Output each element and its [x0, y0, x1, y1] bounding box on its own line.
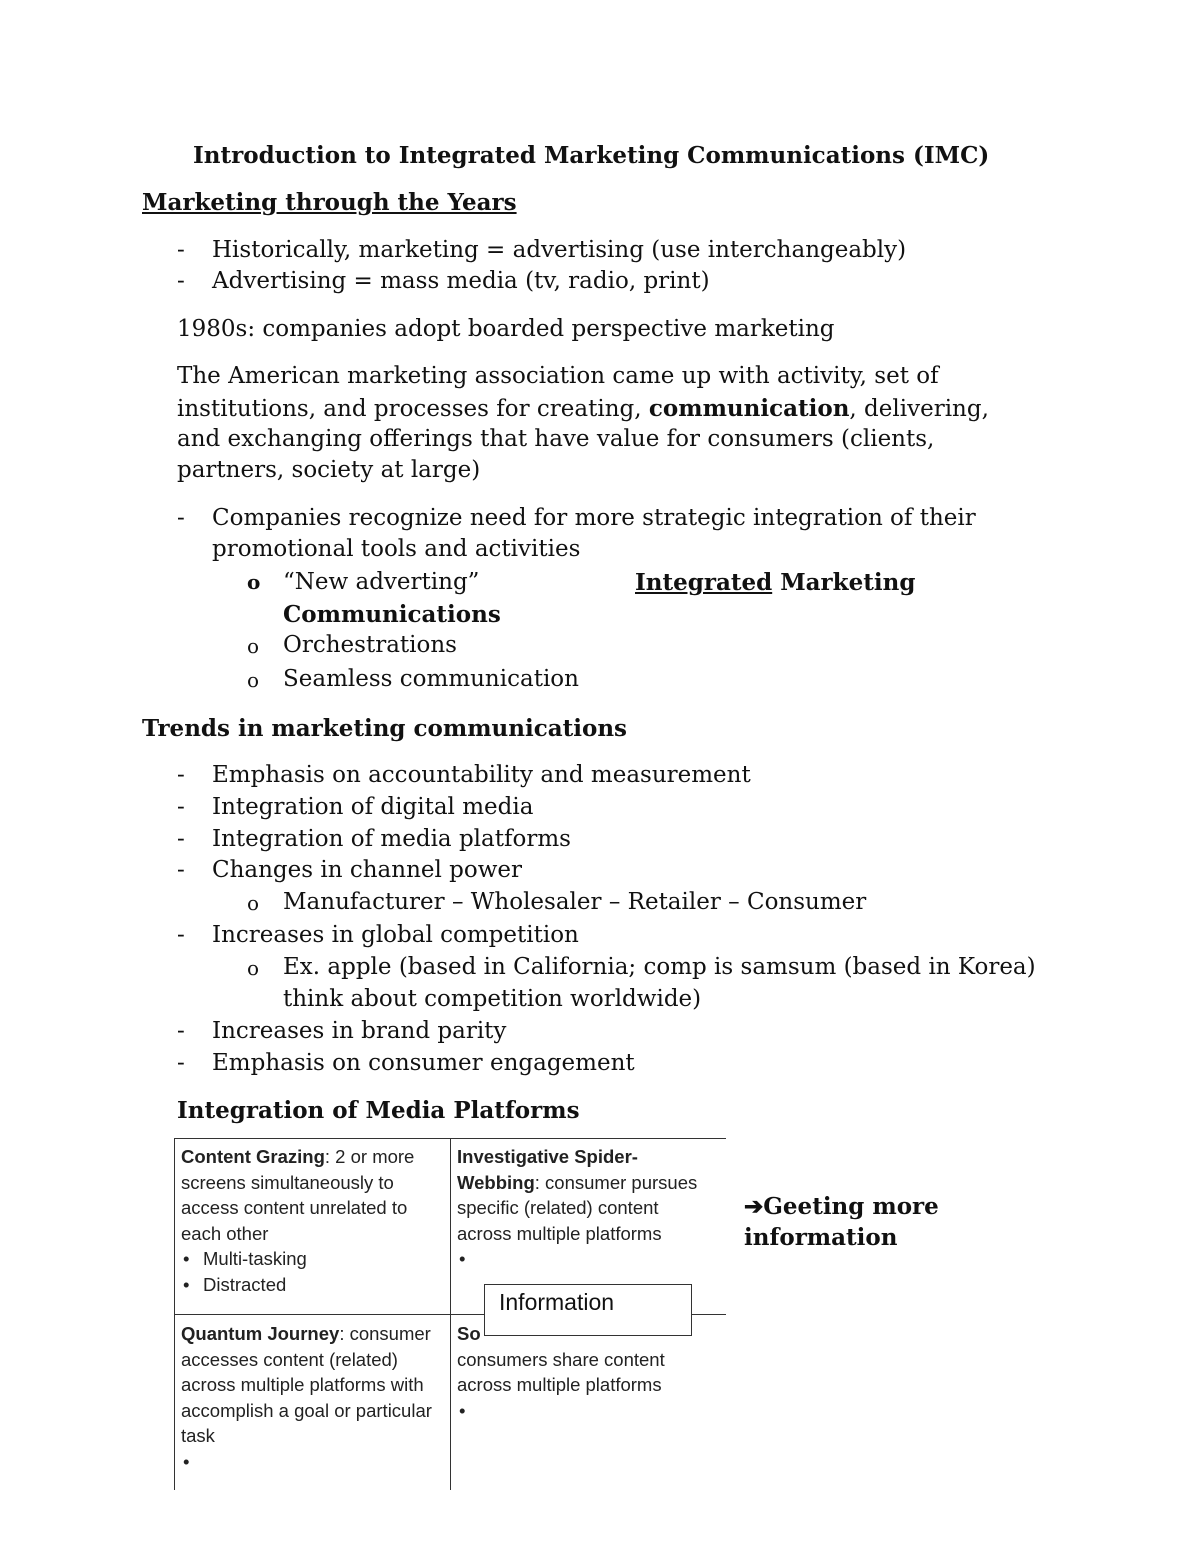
dash-bullet: - [177, 268, 185, 294]
sub-item: Manufacturer – Wholesaler – Retailer – Consumer [283, 889, 867, 915]
list-item: Integration of media platforms [212, 826, 571, 852]
cell-title: Quantum Journey [181, 1323, 340, 1344]
imc-underlined-word: Integrated [635, 569, 773, 596]
list-item: Advertising = mass media (tv, radio, print) [212, 268, 710, 294]
callout-getting-more-info [744, 1191, 939, 1222]
cell-bullet: • Multi-tasking [181, 1246, 443, 1272]
circle-bullet-icon: o [247, 668, 260, 692]
bold-term-communication: communication [648, 395, 850, 422]
list-item: Emphasis on accountability and measurement [212, 762, 751, 788]
section-heading-marketing-years: Marketing through the Years [142, 189, 517, 216]
cell-title: Content Grazing [181, 1146, 325, 1167]
cell-bullet: • Distracted [181, 1272, 443, 1298]
dash-bullet: - [177, 762, 185, 788]
callout-line2: information [744, 1224, 898, 1251]
sub-item: Ex. apple (based in California; comp is samsum (based in Korea) [283, 954, 1036, 980]
information-textbox [484, 1284, 692, 1336]
sub-item-orchestrations: Orchestrations [283, 632, 457, 658]
text-span: , delivering, [849, 396, 989, 422]
paragraph-ama-line3: and exchanging offerings that have value for consumers (clients, [177, 426, 935, 452]
table-cell-content-grazing [175, 1140, 449, 1301]
dash-bullet: - [177, 1050, 185, 1076]
cell-text: consumers share content across multiple platforms [457, 1348, 665, 1395]
imc-label-line2: Communications [283, 601, 501, 628]
dash-bullet: - [177, 794, 185, 820]
list-item: Increases in brand parity [212, 1018, 507, 1044]
list-item-continued: promotional tools and activities [212, 536, 581, 562]
imc-rest: Marketing [772, 569, 916, 596]
dash-bullet: - [177, 1018, 185, 1044]
paragraph-ama-line4: partners, society at large) [177, 457, 481, 483]
paragraph-ama-line1: The American marketing association came up with activity, set of [177, 363, 939, 389]
dash-bullet: - [177, 922, 185, 948]
dash-bullet: - [177, 505, 185, 531]
circle-bullet-icon: o [247, 956, 260, 980]
table-cell-quantum-journey [175, 1317, 449, 1453]
cell-text: : consumer accesses content (related) across multiple platforms with accomplish a goal or particular task [181, 1323, 432, 1446]
section-heading-integration: Integration of Media Platforms [177, 1097, 580, 1124]
arrow-right-icon: ➔ [744, 1193, 764, 1220]
list-item: Companies recognize need for more strategic integration of their [212, 505, 976, 531]
cell-text: : consumer pursues specific (related) content across multiple platforms [457, 1171, 698, 1244]
list-item: Integration of digital media [212, 794, 534, 820]
list-item: Changes in channel power [212, 857, 523, 883]
dash-bullet: - [177, 826, 185, 852]
section-heading-trends: Trends in marketing communications [142, 715, 627, 742]
list-item: Increases in global competition [212, 922, 579, 948]
cell-title: Investigative Spider-Webbing [457, 1146, 638, 1193]
page-title: Introduction to Integrated Marketing Communications (IMC) [193, 142, 990, 169]
sub-item-new-advertising: “New adverting” [283, 569, 480, 595]
table-cell-spider-webbing [451, 1140, 719, 1250]
text-span: institutions, and processes for creating, [177, 396, 649, 422]
circle-bullet-icon: o [247, 891, 260, 915]
sub-item-seamless: Seamless communication [283, 666, 579, 692]
circle-bullet-icon: o [247, 570, 261, 594]
imc-label [635, 567, 915, 598]
textbox-label: Information [499, 1289, 615, 1315]
cell-title: So [457, 1323, 481, 1344]
dash-bullet: - [177, 237, 185, 263]
dash-bullet: - [177, 857, 185, 883]
paragraph-1980s: 1980s: companies adopt boarded perspective marketing [177, 316, 835, 342]
callout-line1: Geeting more [763, 1193, 939, 1220]
sub-item-continued: think about competition worldwide) [283, 986, 702, 1012]
cell-text: : 2 or more screens simultaneously to access content unrelated to each other [181, 1146, 415, 1244]
circle-bullet-icon: o [247, 634, 260, 658]
paragraph-ama-line2 [177, 393, 989, 425]
list-item: Historically, marketing = advertising (use interchangeably) [212, 237, 907, 263]
list-item: Emphasis on consumer engagement [212, 1050, 635, 1076]
